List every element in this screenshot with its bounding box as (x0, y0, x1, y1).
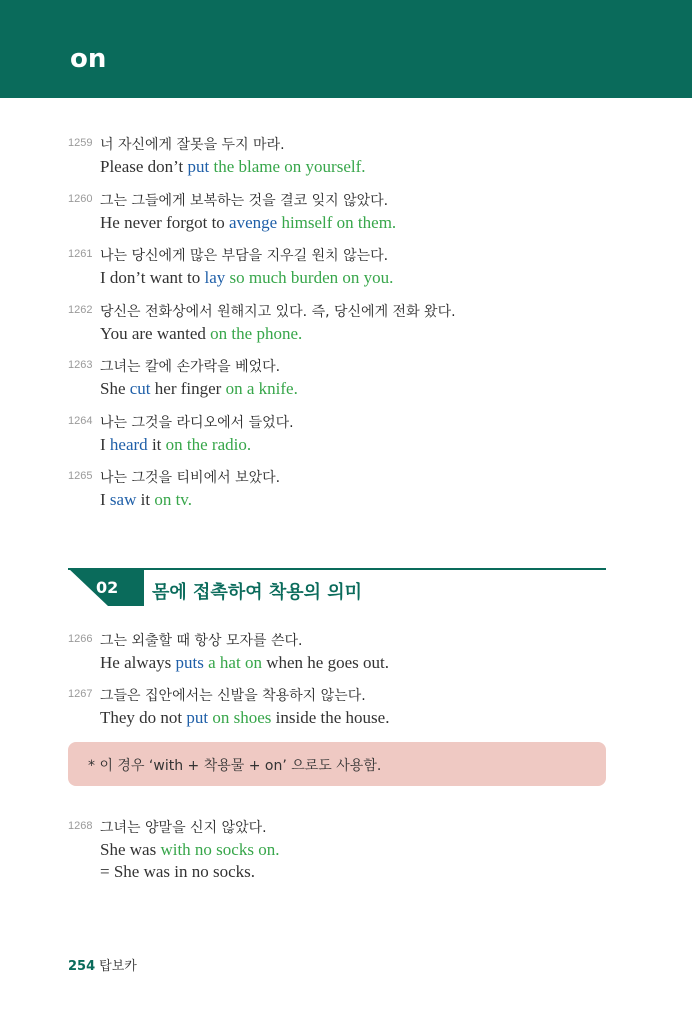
sentence-segment: it (136, 490, 155, 509)
sentence-segment: avenge (229, 212, 278, 232)
korean-sentence: 그는 그들에게 보복하는 것을 결코 잊지 않았다. (100, 192, 389, 209)
note-box (68, 742, 606, 786)
entry-number: 1268 (68, 820, 93, 832)
sentence-segment: puts (175, 653, 204, 672)
sentence-segment: cut (129, 379, 151, 398)
korean-sentence: 그녀는 칼에 손가락을 베었다. (100, 359, 281, 375)
entry-number: 1259 (68, 137, 93, 149)
section-divider (68, 568, 606, 570)
entry-number: 1265 (68, 470, 93, 482)
note-text: * 이 경우 ‘with + 착용물 + on’ 으로도 사용함. (88, 758, 382, 774)
sentence-segment: inside the house. (271, 708, 390, 727)
sentence-segment: Please don’t (100, 157, 188, 176)
entry-number: 1263 (68, 359, 93, 371)
english-sentence (100, 490, 192, 510)
book-title: 탑보카 (99, 959, 137, 974)
sentence-segment: He always (100, 653, 176, 672)
english-sentence (100, 268, 393, 288)
english-sentence (100, 379, 298, 399)
sentence-segment: on shoes (208, 708, 272, 727)
page-footer (68, 955, 137, 974)
english-sentence (100, 324, 302, 344)
sentence-segment: I (100, 490, 110, 509)
sentence-segment: lay (204, 268, 226, 287)
sentence-segment: heard (109, 434, 148, 454)
page-title: on (70, 44, 107, 74)
korean-sentence: 그녀는 양말을 신지 않았다. (100, 820, 267, 836)
korean-sentence: 그들은 집안에서는 신발을 착용하지 않는다. (100, 688, 366, 704)
english-sentence (100, 435, 251, 455)
sentence-segment: They do not (100, 708, 187, 727)
sentence-segment: her finger (150, 379, 226, 398)
english-sentence (100, 213, 396, 233)
english-sentence (100, 708, 389, 728)
sentence-segment: with no socks on. (160, 840, 280, 859)
sentence-segment: saw (109, 490, 137, 509)
entry-number: 1261 (68, 248, 93, 260)
sentence-segment: He never forgot to (100, 212, 230, 232)
korean-sentence: 그는 외출할 때 항상 모자를 쓴다. (100, 633, 303, 649)
sentence-segment: on the phone. (210, 323, 303, 343)
english-alternative: = She was in no socks. (100, 862, 256, 881)
korean-sentence: 나는 그것을 티비에서 보았다. (100, 470, 281, 486)
sentence-segment: I don’t want to (100, 268, 205, 287)
sentence-segment: You are wanted (100, 323, 211, 343)
sentence-segment: on a knife. (225, 379, 298, 398)
section-title: 몸에 접촉하여 착용의 의미 (152, 582, 363, 603)
korean-sentence: 나는 당신에게 많은 부담을 지우길 원치 않는다. (100, 248, 389, 264)
sentence-segment: She was (100, 840, 161, 859)
sentence-segment: himself on them. (277, 212, 397, 232)
sentence-segment: She (100, 379, 130, 398)
sentence-segment: put (187, 157, 210, 176)
korean-sentence: 너 자신에게 잘못을 두지 마라. (100, 137, 285, 153)
sentence-segment: put (186, 708, 209, 727)
english-sentence (100, 840, 279, 860)
page-header (0, 0, 692, 98)
entry-number: 1260 (68, 192, 93, 205)
sentence-segment: it (147, 434, 166, 454)
sentence-segment: so much burden on you. (225, 268, 394, 287)
entry-number: 1267 (68, 688, 93, 700)
entry-number: 1264 (68, 414, 93, 427)
korean-sentence: 당신은 전화상에서 원해지고 있다. 즉, 당신에게 전화 왔다. (100, 303, 456, 320)
korean-sentence: 나는 그것을 라디오에서 들었다. (100, 414, 294, 431)
sentence-segment: when he goes out. (261, 653, 389, 672)
sentence-segment: on the radio. (165, 434, 252, 454)
sentence-segment: on tv. (154, 490, 192, 509)
sentence-segment: a hat on (203, 653, 262, 672)
sentence-segment: I (100, 434, 110, 454)
entry-number: 1266 (68, 633, 93, 645)
section-number: 02 (96, 578, 119, 597)
page-number: 254 (68, 959, 96, 974)
entry-number: 1262 (68, 303, 93, 316)
english-sentence (100, 157, 366, 177)
english-sentence (100, 653, 389, 673)
sentence-segment: the blame on yourself. (209, 157, 366, 176)
